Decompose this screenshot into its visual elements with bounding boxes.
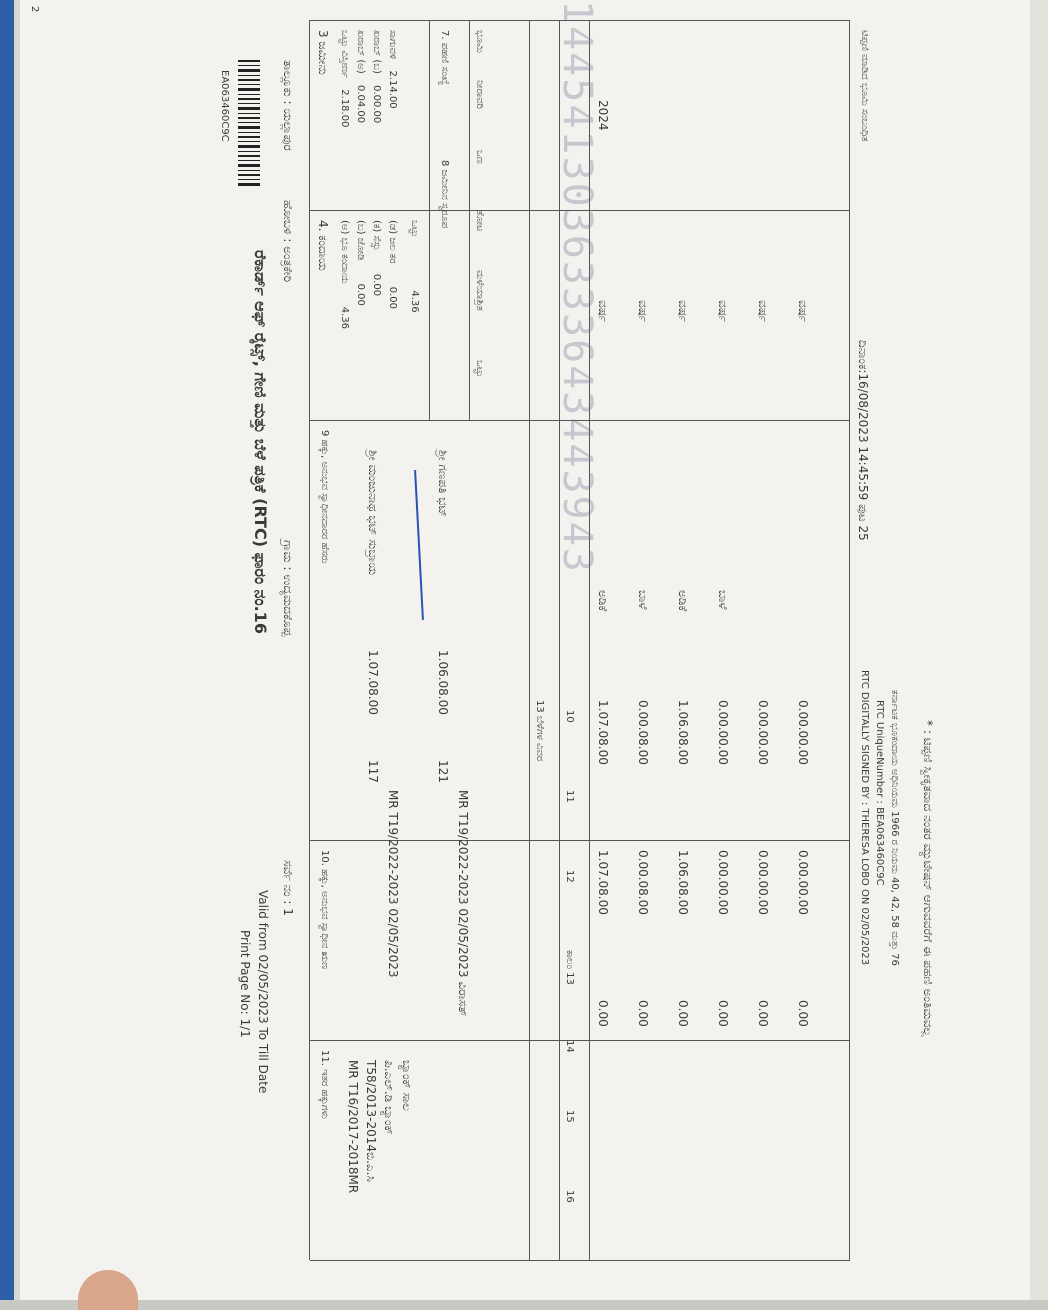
page-number: 2 [29,6,40,13]
crop-table-title: 13 ಬೆಳೆಗಳ ವಿವರ [534,700,545,762]
pen-underline [414,470,424,620]
crop-row-1-area1: 1.07.08.00 [596,700,610,765]
crop-row-2-area2: 0.00.08.00 [636,850,650,915]
sub-header-3: ಒಣ [474,150,485,164]
mutation-1: MR T19/2022-2023 02/05/2023 [386,790,400,978]
taluk-value: ಯಲ್ಲಾಪುರ [281,108,295,151]
crop-header-area: ಕಾಲಂ 13 [564,950,575,985]
valid-from: Valid from 02/05/2023 To Till Date [256,890,270,1094]
barcode [238,60,260,190]
section-4-title: 4. ಕಂದಾಯ [316,220,330,271]
hobli-value: ಅಂತ್ರಕೇರಿ [281,246,295,283]
crop-row-6-area3: 0.00 [796,1000,810,1027]
sub-header-4: ತೋಟ [474,210,485,232]
land-row-4: ಸಾಗುವಳಿ 2.14.00 [387,30,398,109]
crop-row-2-area3: 0.00 [636,1000,650,1027]
crop-row-6-season: ವರ್ಷ [796,300,810,323]
left-footer-note: ಟಿಪ್ಪಣಿ ಮಾಡಿದ ಭೂಮಿ ಸಂಬಂಧಿತ [859,30,870,142]
col11-title: 11. ಇತರ ಹಕ್ಕುಗಳು [319,1050,330,1119]
crop-header-irrigation: 15 [564,1110,575,1123]
crop-row-5-area1: 0.00.00.00 [756,700,770,765]
sub-header-6: ಒಟ್ಟು [474,360,485,378]
owner-2-name: ಶ್ರೀ ಗಣಪತಿ ಭಟ್ [436,450,450,518]
sub-header-5: ಮಳೆಯಾಶ್ರಿತ [474,270,485,311]
act-reference: ಕರ್ನಾಟಕ ಭೂಕಂದಾಯ ಅಧಿನಿಯಮ 1966 ರ ನಿಯಮ 40, 42, 58 ಮತ್ತು 76 [889,690,900,966]
land-row-2: ಖರಾಬ್ (ಅ) 0.04.00 [355,30,366,124]
crop-row-6-area1: 0.00.00.00 [796,700,810,765]
revenue-row-2: (ಬ) ಜೋಡಿ 0.00 [355,220,366,306]
col11-row-4: ಬ್ಯಾಂಕ್ ಸಾಲ [400,1060,414,1111]
owner-2-area: 1.06.08.00 [436,650,450,715]
crop-row-4-area1: 0.00.00.00 [716,700,730,765]
crop-row-2-area1: 0.00.08.00 [636,700,650,765]
blue-background-edge [0,0,14,1300]
crop-header-year: 10 [564,710,575,723]
unique-number: RTC UniqueNumber : BEA063460C9C [874,700,885,886]
revenue-row-1: (ಅ) ಭೂ ಕಂದಾಯ 4.36 [339,220,350,330]
signed-by: RTC DIGITALLY SIGNED BY : THERESA LOBO ON 02/05/2023 [859,670,870,966]
crop-header-remarks: 16 [564,1190,575,1203]
crop-row-1-area2: 1.07.08.00 [596,850,610,915]
sub-header-1: ಭೂಮಿ [474,30,485,53]
crop-row-5-season: ವರ್ಷ [756,300,770,323]
section-3-title: 3 ಜಮೀನು [316,30,330,75]
owner-1-name: ಶ್ರೀ ಮಂಜುನಾಥ ಭಟ್ ಸುಬ್ರಾಯ [366,450,380,576]
crop-row-2-season: ವರ್ಷ [636,300,650,323]
crop-row-5-area3: 0.00 [756,1000,770,1027]
section-7-title: 7. ಪಹಣಿ ಸಂಖ್ಯೆ [439,30,450,86]
survey-value: 1 [281,908,295,916]
section-8-title: 8 ಜಮೀನಿನ ಸ್ವರೂಪ [439,160,450,229]
col9-title: 9 ಹಕ್ಕು, ಅನುಭವ ಸ್ವಾಧೀನದಾರರ ಹೆಸರು [319,430,330,564]
crop-row-3-crop: ಅಡಿಕೆ [676,590,690,612]
col10-title: 10. ಹಕ್ಕು, ಅನುಭವ ಸ್ವಾಧೀನ ಋಣ [319,850,330,970]
village-value: ಉದ್ಯಮದಕೊಪ್ಪ [281,574,295,637]
revenue-total: ಒಟ್ಟು 4.36 [409,220,420,313]
crop-row-4-crop: ಬಾಳೆ [716,590,730,610]
village-label: ತಾಲ್ಲೂಕು : [281,60,295,105]
watermark-number: 1445413036333643443943 [554,0,600,574]
mutation-2: MR T19/2022-2023 02/05/2023 ವಿರಾಸತ್ [456,790,470,1017]
crop-row-1-year: 2024 [596,100,610,131]
land-row-1: ಒಟ್ಟು ವಿಸ್ತೀರ್ಣ 2.18.00 [339,30,350,128]
revenue-row-3: (ಕ) ಸೆಸ್ಸು 0.00 [371,220,382,297]
survey-label: ಸರ್ವೆ ನಂ : [281,860,295,905]
document-title: ರೆಕಾರ್ಡ್ ಆಫ್ ರೈಟ್ಸ್, ಗೇಣಿ ಮತ್ತು ಬೆಳೆ ಪತ್ರಿಕೆ (RTC) ಫಾರಂ ನಂ.16 [251,250,270,634]
crop-row-3-season: ವರ್ಷ [676,300,690,323]
village-label: ಗ್ರಾಮ : [281,540,295,571]
crop-row-1-season: ವರ್ಷ [596,300,610,323]
revenue-row-4: (ಡ) ಜಲ ಕರ 0.00 [387,220,398,309]
crop-row-1-area3: 0.00 [596,1000,610,1027]
sub-header-2: ನೀರಾವರಿ [474,80,485,109]
date-line: ದಿನಾಂಕ:16/08/2023 14:45:59 ಪುಟ 25 [856,340,870,541]
crop-row-6-area2: 0.00.00.00 [796,850,810,915]
crop-row-4-area3: 0.00 [716,1000,730,1027]
hobli-label: ಹೋಬಳಿ : [281,200,295,243]
crop-row-5-area2: 0.00.00.00 [756,850,770,915]
owner-2-khata: 121 [436,760,450,783]
rtc-document-sheet [20,0,1030,1300]
land-row-3: ಖರಾಬ್ (ಬ) 0.00.00 [371,30,382,124]
crop-header-season: 11 [564,790,575,803]
footer-note: * : ಟಿಪ್ಪಣಿ ಸ್ವೀಕೃತವಾದ ನಂತರ ಮ್ಯುಟೇಷನ್ ಆಗುವವರೆಗೆ ಈ ಪಹಣಿ ಅಂತಿಮವಲ್ಲ [921,720,935,1037]
crop-row-4-area2: 0.00.00.00 [716,850,730,915]
crop-row-2-crop: ಬಾಳೆ [636,590,650,610]
crop-header-survey: 12 [564,870,575,883]
owner-1-khata: 117 [366,760,380,783]
print-page: Print Page No: 1/1 [238,930,252,1038]
col11-row-3: ಪಿ.ಎಲ್.ಡಿ ಬ್ಯಾಂಕ್ [382,1060,396,1135]
col11-row-1: MR T16/2017-2018MR [346,1060,360,1194]
col11-row-2: T58/2013-2014ಬಿ.ಎ.ಸಿ [364,1060,378,1182]
crop-header-crop: 14 [564,1040,575,1053]
crop-row-1-crop: ಅಡಿಕೆ [596,590,610,612]
crop-row-3-area1: 1.06.08.00 [676,700,690,765]
barcode-text: EA063460C9C [219,70,230,142]
crop-row-3-area2: 1.06.08.00 [676,850,690,915]
owner-1-area: 1.07.08.00 [366,650,380,715]
crop-row-4-season: ವರ್ಷ [716,300,730,323]
rotated-document [30,0,1030,1290]
crop-row-3-area3: 0.00 [676,1000,690,1027]
